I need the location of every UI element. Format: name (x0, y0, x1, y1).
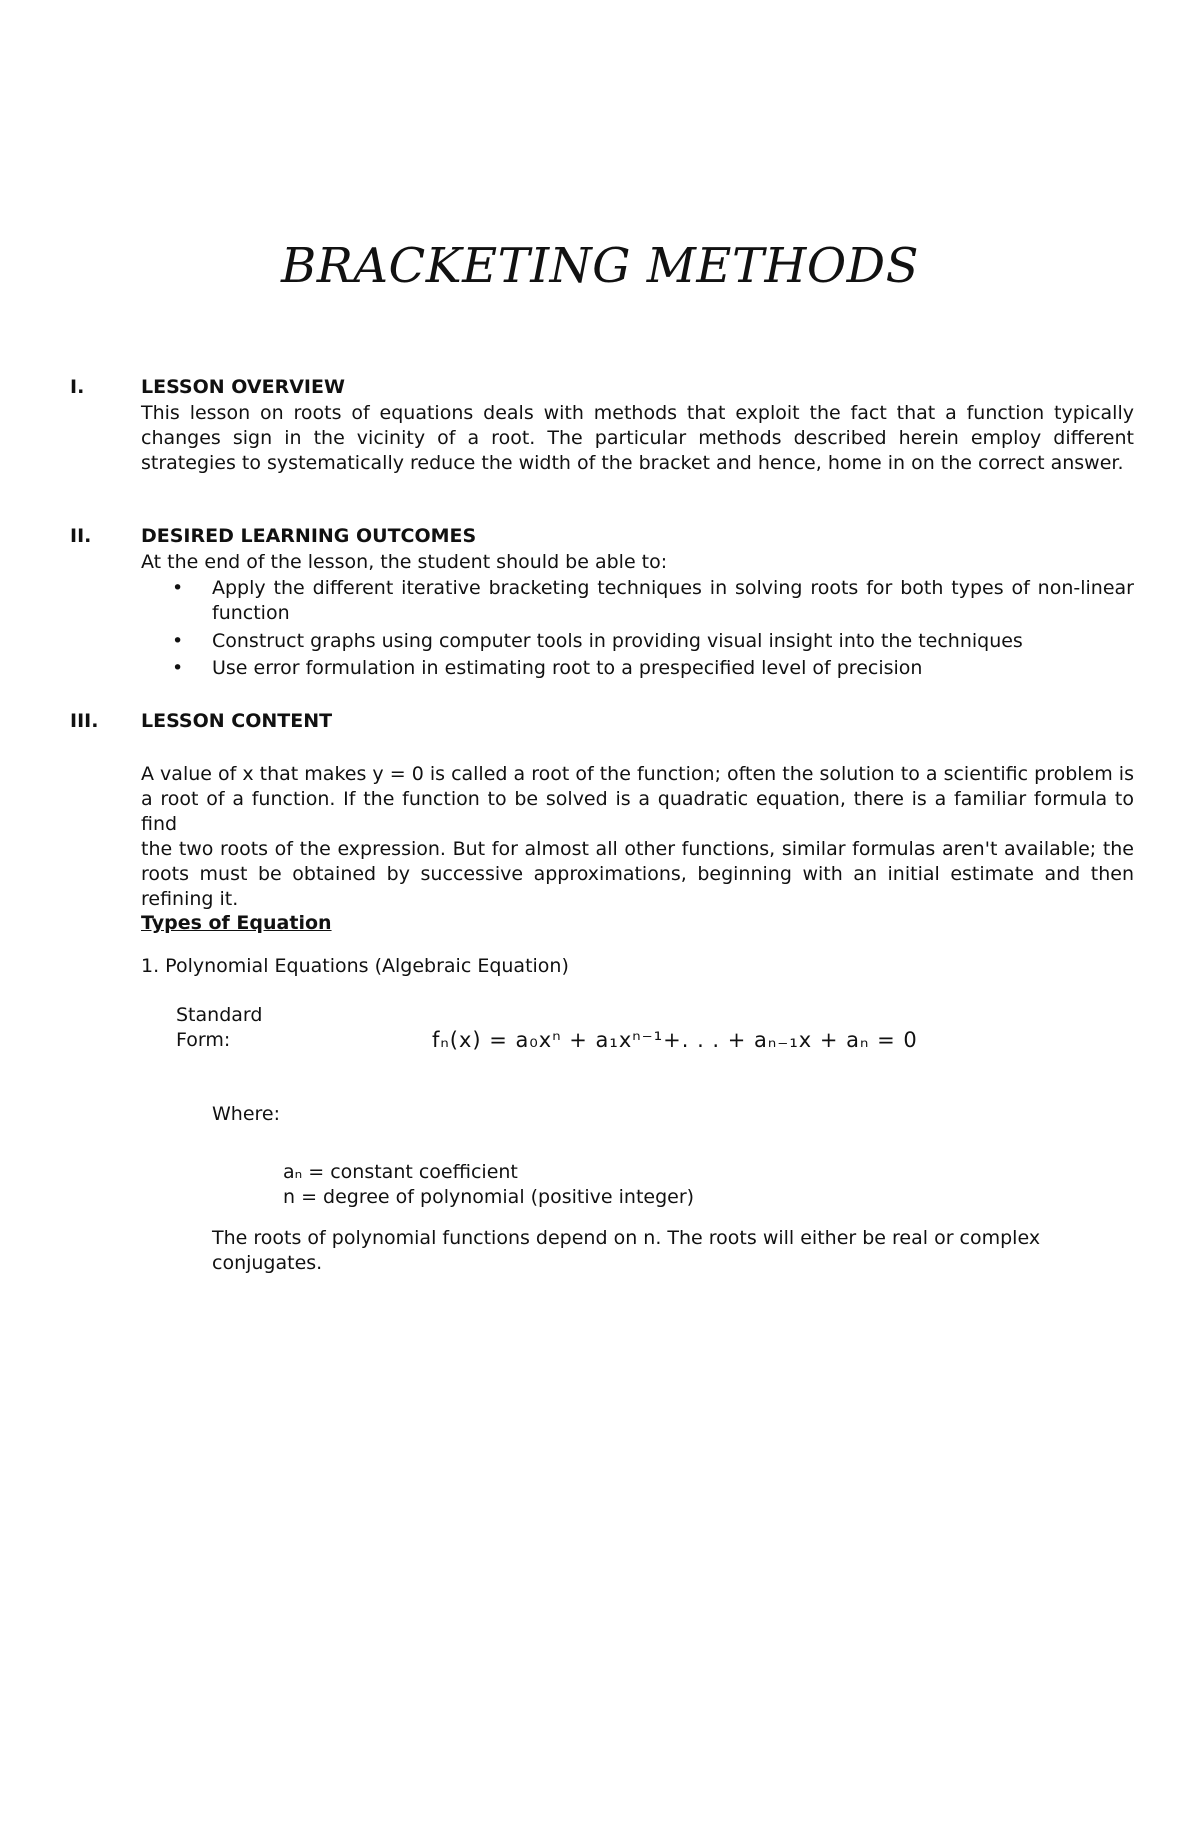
content-line-1: A value of x that makes y = 0 is called a root of the function; often the solution to a scientific problem is (141, 763, 1134, 785)
list-item-1: 1. Polynomial Equations (Algebraic Equation) (141, 955, 569, 977)
content-line-4: roots must be obtained by successive approximations, beginning with an initial estimate and then (141, 863, 1134, 885)
section-1-number: I. (70, 376, 85, 398)
outcomes-intro: At the end of the lesson, the student should be able to: (141, 551, 668, 573)
types-of-equation-heading: Types of Equation (141, 912, 332, 934)
definition-degree: n = degree of polynomial (positive integer) (283, 1186, 695, 1208)
bullet-1-line-1: Apply the different iterative bracketing techniques in solving roots for both types of non-linear (212, 577, 1134, 599)
roots-line-2: conjugates. (212, 1252, 323, 1274)
bullet-3-marker: • (172, 657, 184, 679)
standard-label: Standard (176, 1004, 263, 1026)
section-3-heading: LESSON CONTENT (141, 710, 333, 732)
section-2-number: II. (70, 525, 92, 547)
section-3-number: III. (70, 710, 99, 732)
bullet-2-text: Construct graphs using computer tools in providing visual insight into the techniques (212, 630, 1023, 652)
content-line-5: refining it. (141, 888, 239, 910)
overview-line-1: This lesson on roots of equations deals with methods that exploit the fact that a function typically (141, 402, 1134, 424)
section-2-heading: DESIRED LEARNING OUTCOMES (141, 525, 477, 547)
section-1-heading: LESSON OVERVIEW (141, 376, 345, 398)
polynomial-formula: fₙ(x) = a₀xⁿ + a₁xⁿ⁻¹+. . . + aₙ₋₁x + aₙ = 0 (432, 1028, 918, 1052)
form-label: Form: (176, 1029, 231, 1051)
bullet-1-text (212, 576, 1134, 626)
bullet-2-marker: • (172, 630, 184, 652)
overview-line-3: strategies to systematically reduce the width of the bracket and hence, home in on the correct answer. (141, 452, 1124, 474)
bullet-3-text: Use error formulation in estimating root to a prespecified level of precision (212, 657, 923, 679)
content-line-3: the two roots of the expression. But for almost all other functions, similar formulas aren't available; the (141, 838, 1134, 860)
document-title: BRACKETING METHODS (280, 238, 920, 294)
definition-coefficient: aₙ = constant coefficient (283, 1161, 518, 1183)
section-3-paragraph (141, 762, 1134, 912)
content-line-2: a root of a function. If the function to be solved is a quadratic equation, there is a familiar formula to find (141, 788, 1134, 835)
roots-line-1: The roots of polynomial functions depend on n. The roots will either be real or complex (212, 1227, 1041, 1249)
bullet-1-line-2: function (212, 602, 290, 624)
overview-line-2: changes sign in the vicinity of a root. The particular methods described herein employ different (141, 427, 1134, 449)
bullet-1-marker: • (172, 577, 184, 599)
where-label: Where: (212, 1103, 281, 1125)
section-1-paragraph (141, 401, 1134, 476)
